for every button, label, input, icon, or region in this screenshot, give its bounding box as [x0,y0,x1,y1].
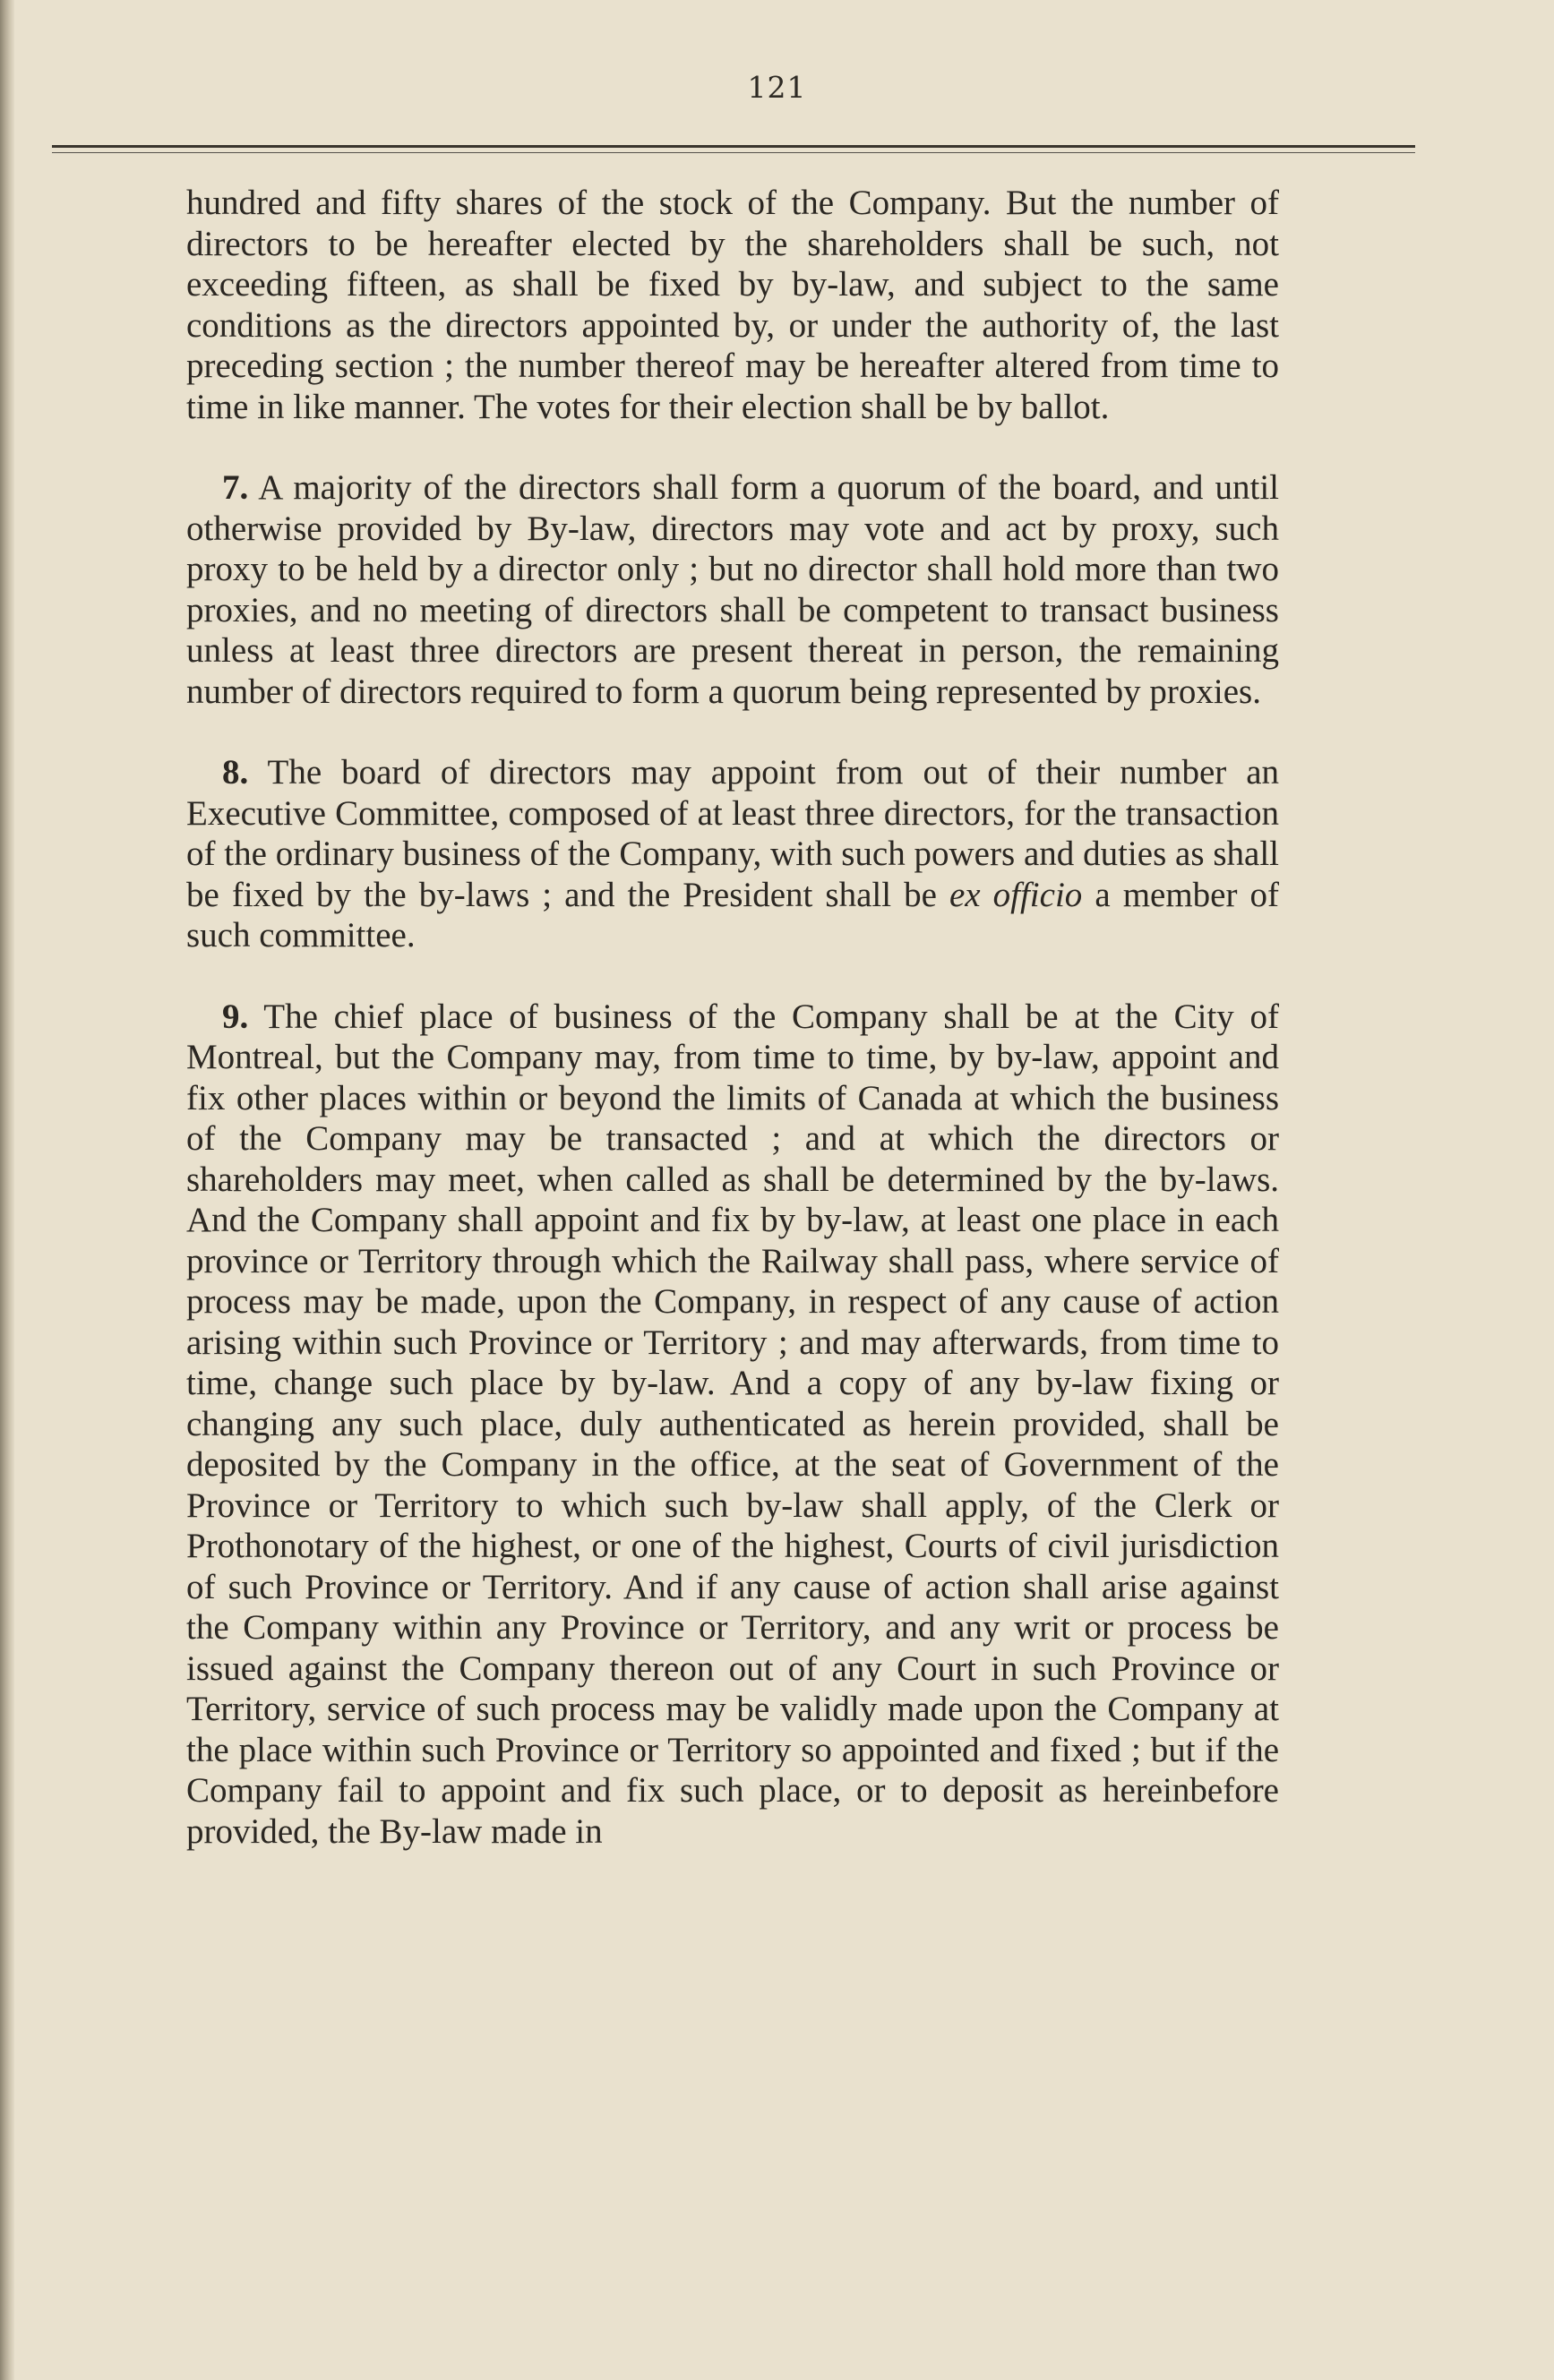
section-8 [186,752,1279,956]
section-text: A majority of the directors shall form a quorum of the board, and until otherwise provided by By-law, directors may vote and act by proxy, such proxy to be held by a director only ; but no director shall hold more than two proxies, and no meeting of directors shall be competent to transact business unless at least three directors are present thereat in person, the remaining number of directors required to form a quorum being represented by proxies. [186,468,1279,711]
header-rule-thin [52,152,1415,153]
section-text-continued: a member of such committee. [186,875,1280,955]
italic-phrase: ex officio [949,875,1083,914]
section-number: 8. [222,753,249,792]
section-text: The board of directors may appoint from out of their number an Executive Committee, composed of at least three directors, for the transaction of the ordinary business of the Company, with such powers and duties as shall be fixed by the by-laws ; and the President shall be [186,753,1280,914]
section-number: 7. [222,468,249,507]
page-number: 121 [747,70,807,105]
binding-edge [0,0,14,2380]
paragraph-text: hundred and fifty shares of the stock of the Company. But the number of directors to be hereafter elected by the shareholders shall be such, not exceeding fifteen, as shall be fixed by by-law, and subject to the same conditions as the directors appointed by, or under the authority of, the last preceding section ; the number thereof may be hereafter altered from time to time in like manner. The votes for their election shall be by ballot. [186,184,1279,426]
section-text: The chief place of business of the Company shall be at the City of Montreal, but the Company may, from time to time, by by-law, appoint and fix other places within or beyond the limits of Canada at which the business of the Company may be transacted ; and at which the directors or shareholders may meet, when called as shall be determined by the by-laws. And the Company shall appoint and fix by by-law, at least one place in each province or Territory through which the Railway shall pass, where service of process may be made, upon the Company, in respect of any cause of action arising within such Province or Territory ; and may afterwards, from time to time, change such place by by-law. And a copy of any by-law fixing or changing any such place, duly authenticated as herein provided, shall be deposited by the Company in the office, at the seat of Government of the Province or Territory to which such by-law shall apply, of the Clerk or Prothonotary of the highest, or one of the highest, Courts of civil jurisdiction of such Province or Territory. And if any cause of action shall arise against the Company within any Province or Territory, and any writ or process be issued against the Company thereon out of any Court in such Province or Territory, service of such process may be validly made upon the Company at the place within such Province or Territory so appointed and fixed ; but if the Company fail to appoint and fix such place, or to deposit as hereinbefore provided, the By-law made in [186,997,1279,1851]
header-rule [52,145,1415,158]
section-7 [186,467,1279,712]
paragraph-continuation [186,183,1279,427]
header-rule-thick [52,145,1415,148]
section-number: 9. [222,997,249,1036]
section-9 [186,997,1279,1853]
body-text [186,183,1279,1852]
